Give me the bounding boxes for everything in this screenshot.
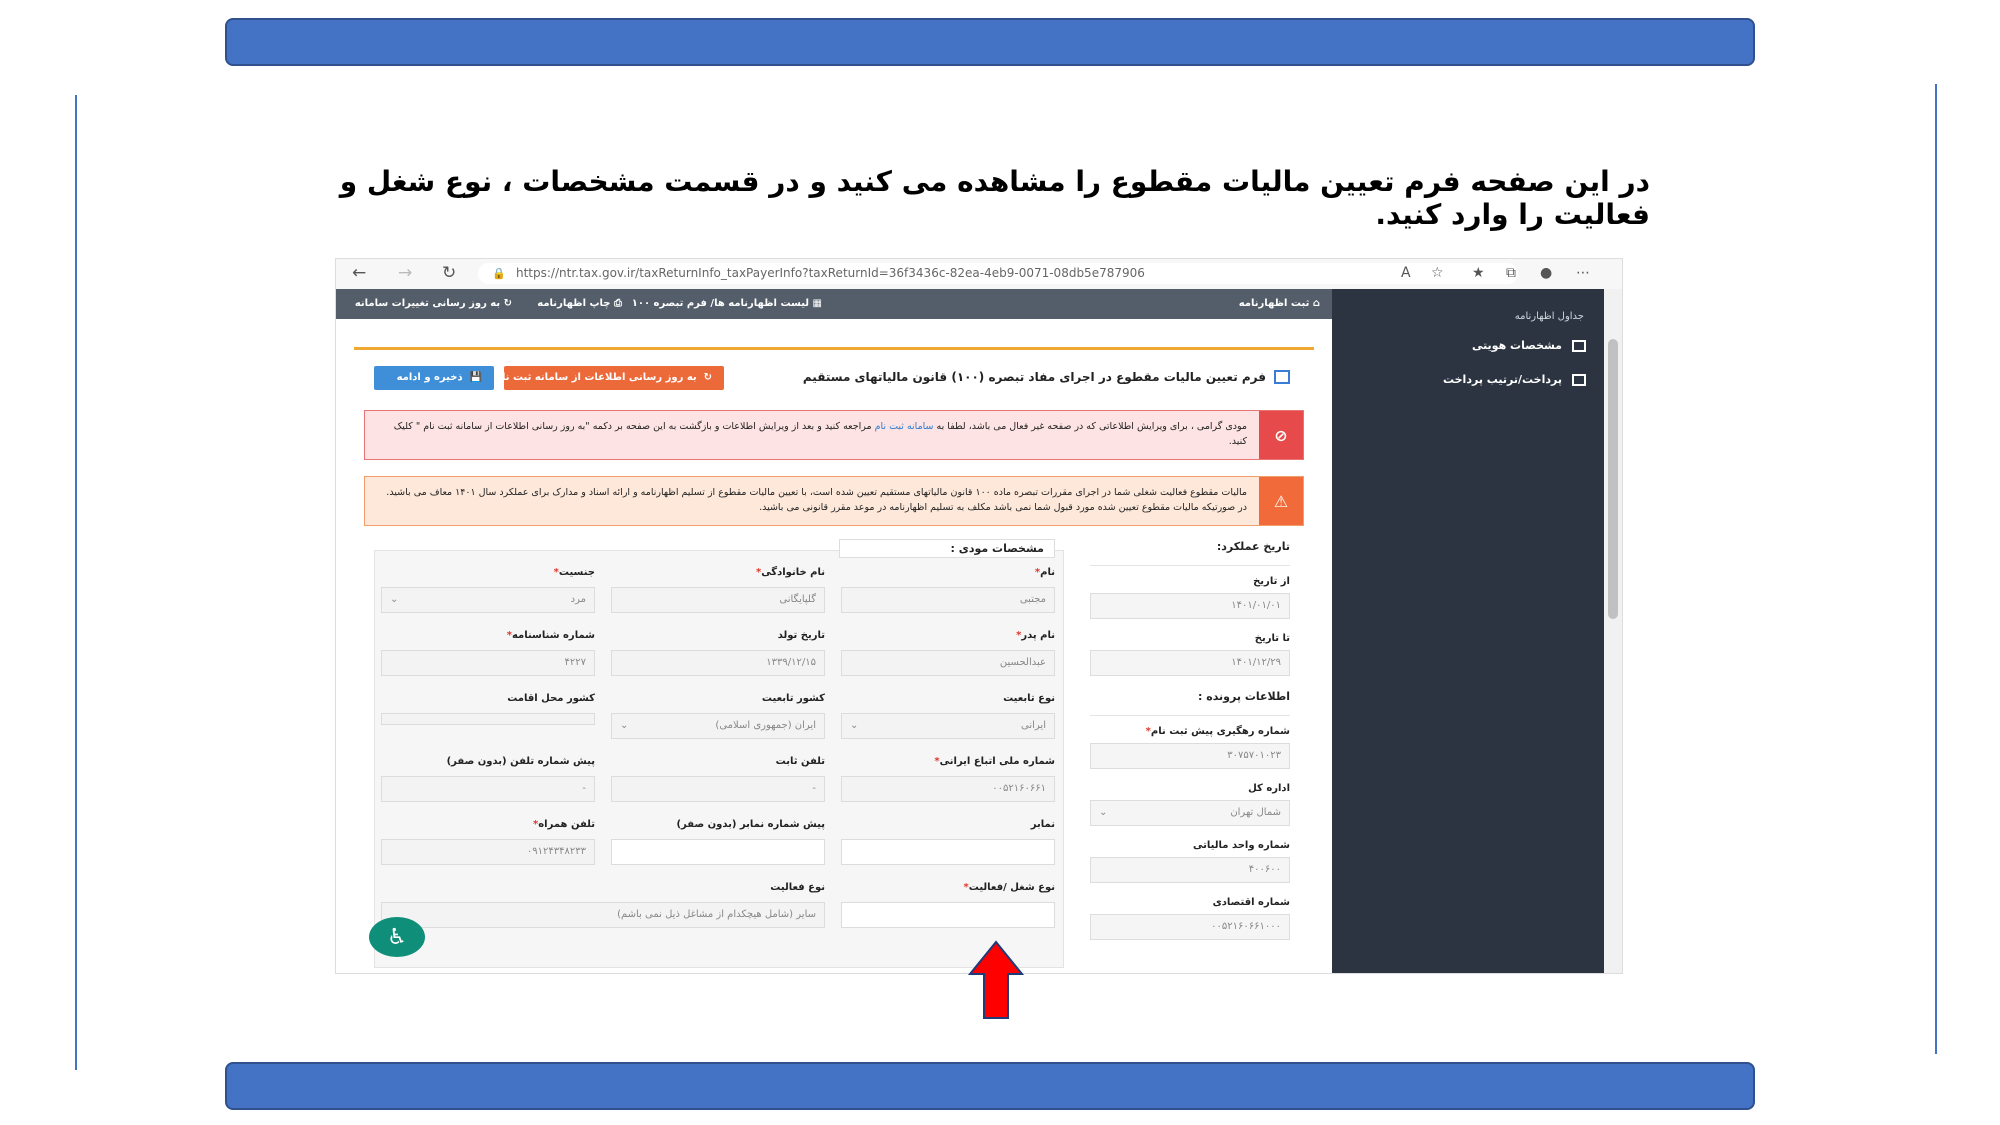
gender-cell: جنسیت* مرد ⌄: [381, 567, 595, 613]
nav-register[interactable]: ⌂ ثبت اظهارنامه: [1238, 298, 1320, 309]
lock-icon: 🔒: [492, 267, 506, 280]
edit-info-alert: ⊘ مودی گرامی ، برای ویرایش اطلاعاتی که در صفحه غیر فعال می باشد، لطفا به سامانه ثبت نام مراجعه کنید و بعد از ویرایش اطلاعات و بازگشت به این صفحه بر دکمه "به روز رسانی اطلاعات از سامانه ثبت نام " کلیک کنید.: [364, 410, 1304, 460]
family-field: گلپایگانی: [611, 587, 825, 613]
accessibility-icon[interactable]: ♿: [369, 917, 425, 957]
read-aloud-icon[interactable]: A: [1401, 265, 1411, 281]
nat-type-select: ایرانی ⌄: [841, 713, 1055, 739]
office-select: شمال تهران ⌄: [1090, 800, 1290, 826]
forward-icon[interactable]: →: [398, 263, 413, 283]
job-type-input[interactable]: [841, 902, 1055, 928]
slide-caption: در این صفحه فرم تعیین مالیات مقطوع را مشاهده می کنید و در قسمت مشخصات ، نوع شغل و فعالیت را وارد کنید.: [339, 165, 1650, 231]
period-heading: تاریخ عملکرد:: [1090, 540, 1290, 566]
registration-system-link[interactable]: سامانه ثبت نام: [874, 421, 934, 432]
job-cell: نوع شغل /فعالیت*: [841, 882, 1055, 928]
mobile-field: ۰۹۱۲۴۳۴۸۲۳۳: [381, 839, 595, 865]
father-field: عبدالحسین: [841, 650, 1055, 676]
nat-country-select: ایران (جمهوری اسلامی) ⌄: [611, 713, 825, 739]
credit-card-icon: [1572, 374, 1586, 386]
screenshot-frame: [335, 258, 1623, 974]
office-label: اداره کل: [1248, 783, 1290, 794]
file-info-heading: اطلاعات پرونده :: [1090, 690, 1290, 716]
national-id-field: ۰۰۵۲۱۶۰۶۶۱: [841, 776, 1055, 802]
reload-icon[interactable]: ↻: [442, 263, 457, 283]
phone-field: -: [611, 776, 825, 802]
tracking-field: ۳۰۷۵۷۰۱۰۲۳: [1090, 743, 1290, 769]
idno-field: ۴۲۲۷: [381, 650, 595, 676]
activity-field: سایر (شامل هیچکدام از مشاغل ذیل نمی باشم): [381, 902, 825, 928]
sidebar: [1332, 289, 1604, 974]
activity-cell: نوع فعالیت سایر (شامل هیچکدام از مشاغل ذیل نمی باشم): [381, 882, 825, 928]
name-cell: نام* مجتبی: [841, 567, 1055, 613]
sidebar-item-identity[interactable]: مشخصات هویتی: [1472, 339, 1586, 352]
url-text: https://ntr.tax.gov.ir/taxReturnInfo_taxPayerInfo?taxReturnId=36f3436c-82ea-4eb9-0071-08db5e787906: [516, 266, 1145, 280]
econ-label: شماره اقتصادی: [1212, 897, 1290, 908]
from-date-label: از تاریخ: [1253, 576, 1290, 587]
phone-prefix-cell: پیش شماره تلفن (بدون صفر) -: [381, 756, 595, 802]
econ-field: ۰۰۵۲۱۶۰۶۶۱۰۰۰: [1090, 914, 1290, 940]
more-icon[interactable]: ⋯: [1576, 265, 1590, 281]
fax-prefix-cell: پیش شماره نمابر (بدون صفر): [611, 819, 825, 865]
residence-select: [381, 713, 595, 725]
collections-icon[interactable]: ⧉: [1506, 265, 1516, 281]
warning-icon: ⚠: [1259, 477, 1303, 525]
back-icon[interactable]: ←: [352, 263, 367, 283]
scrollbar-thumb[interactable]: [1608, 339, 1618, 619]
top-navbar: [336, 289, 1334, 319]
form-icon: [1274, 370, 1290, 384]
idno-cell: شماره شناسنامه* ۴۲۲۷: [381, 630, 595, 676]
unit-label: شماره واحد مالیاتی: [1193, 840, 1290, 851]
red-arrow-indicator: [968, 940, 1024, 1020]
bottom-banner-bar: [225, 1062, 1755, 1110]
save-continue-button[interactable]: 💾 ذخیره و ادامه: [374, 366, 494, 390]
gender-select: مرد ⌄: [381, 587, 595, 613]
page-scrollbar[interactable]: [1604, 289, 1622, 974]
left-divider: [75, 95, 77, 1070]
father-cell: نام پدر* عبدالحسین: [841, 630, 1055, 676]
nat-type-cell: نوع تابعیت ایرانی ⌄: [841, 693, 1055, 739]
favorites-list-icon[interactable]: ★: [1472, 265, 1485, 281]
tracking-label: شماره رهگیری پیش ثبت نام*: [1145, 726, 1290, 737]
chevron-down-icon: ⌄: [1099, 807, 1108, 818]
mobile-cell: تلفن همراه* ۰۹۱۲۴۳۴۸۲۳۳: [381, 819, 595, 865]
fax-prefix-input[interactable]: [611, 839, 825, 865]
chevron-down-icon: ⌄: [390, 594, 399, 605]
id-card-icon: [1572, 340, 1586, 352]
name-field: مجتبی: [841, 587, 1055, 613]
favorite-icon[interactable]: ☆: [1431, 265, 1444, 281]
from-date-field: ۱۴۰۱/۰۱/۰۱: [1090, 593, 1290, 619]
fax-cell: نمابر: [841, 819, 1055, 865]
chevron-down-icon: ⌄: [850, 720, 859, 731]
address-bar[interactable]: [478, 263, 1518, 284]
form-title: فرم تعیین مالیات مقطوع در اجرای مفاد تبصره (۱۰۰) قانون مالیاتهای مستقیم: [803, 370, 1290, 384]
browser-toolbar: [336, 259, 1622, 290]
right-divider: [1935, 84, 1937, 1054]
nav-update[interactable]: ↻ به روز رسانی تغییرات سامانه: [354, 298, 512, 309]
taxpayer-info-panel: [374, 542, 1064, 968]
to-date-label: تا تاریخ: [1254, 633, 1290, 644]
nav-list[interactable]: ▦ لیست اظهارنامه ها/ فرم تبصره ۱۰۰: [631, 298, 822, 309]
phone-prefix-field: -: [381, 776, 595, 802]
profile-icon[interactable]: ●: [1540, 265, 1553, 281]
flat-tax-alert: ⚠ مالیات مقطوع فعالیت شغلی شما در اجرای مقررات تبصره ماده ۱۰۰ قانون مالیاتهای مستقیم تعیین شده است، با تعیین مالیات مقطوع از تسلیم اظهارنامه و ارائه اسناد و مدارک برای عملکرد سال ۱۴۰۱ معاف می باشید. در صورتیکه مالیات مقطوع تعیین شده مورد قبول شما نمی باشد مکلف به تسلیم اظهارنامه در موعد مقرر قانونی می باشید.: [364, 476, 1304, 526]
ban-icon: ⊘: [1259, 411, 1303, 459]
chevron-down-icon: ⌄: [620, 720, 629, 731]
main-content: [354, 347, 1314, 974]
residence-cell: کشور محل اقامت: [381, 693, 595, 725]
update-from-registration-button[interactable]: ↻ به روز رسانی اطلاعات از سامانه ثبت نام: [504, 366, 724, 390]
family-cell: نام خانوادگی* گلپایگانی: [611, 567, 825, 613]
to-date-field: ۱۴۰۱/۱۲/۲۹: [1090, 650, 1290, 676]
nav-print[interactable]: ⎙ چاپ اظهارنامه: [537, 298, 622, 309]
top-banner-bar: [225, 18, 1755, 66]
birth-field: ۱۳۳۹/۱۲/۱۵: [611, 650, 825, 676]
fax-input[interactable]: [841, 839, 1055, 865]
sidebar-title: جداول اظهارنامه: [1514, 311, 1584, 322]
birth-cell: تاریخ تولد ۱۳۳۹/۱۲/۱۵: [611, 630, 825, 676]
panel-title: مشخصات مودی :: [839, 539, 1055, 558]
period-file-info: [1090, 540, 1290, 940]
nat-country-cell: کشور تابعیت ایران (جمهوری اسلامی) ⌄: [611, 693, 825, 739]
unit-field: ۴۰۰۶۰۰: [1090, 857, 1290, 883]
national-id-cell: شماره ملی اتباع ایرانی* ۰۰۵۲۱۶۰۶۶۱: [841, 756, 1055, 802]
phone-cell: تلفن ثابت -: [611, 756, 825, 802]
sidebar-item-payment[interactable]: پرداخت/ترتیب پرداخت: [1443, 373, 1586, 386]
